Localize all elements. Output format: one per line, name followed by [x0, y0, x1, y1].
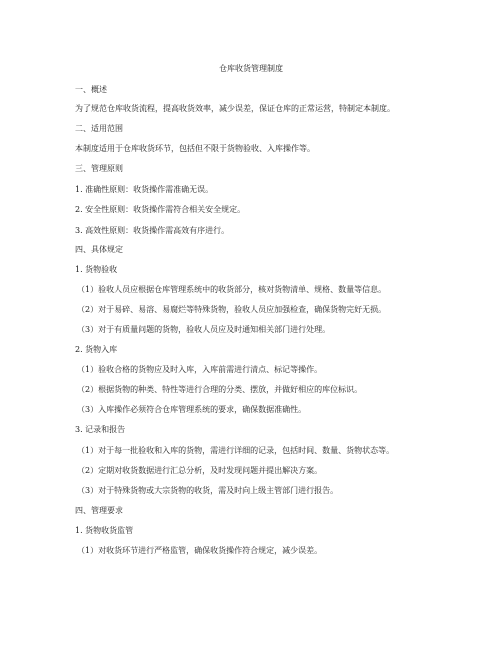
list-item: （2）根据货物的种类、特性等进行合理的分类、摆放，并做好相应的库位标识。 [77, 385, 363, 394]
subheading-storage: 2. 货物入库 [75, 345, 118, 354]
list-item: （3）对于有质量问题的货物，验收人员应及时通知相关部门进行处理。 [77, 325, 331, 334]
list-item: （1）验收合格的货物应及时入库，入库前需进行清点、标记等操作。 [77, 365, 323, 374]
section-heading-overview: 一、概述 [75, 85, 107, 94]
subheading-supervision: 1. 货物收货监管 [75, 526, 134, 535]
subheading-records: 3. 记录和报告 [75, 425, 126, 434]
list-item: （2）对于易碎、易溶、易腐烂等特殊货物，验收人员应加强检查，确保货物完好无损。 [77, 305, 387, 314]
list-item: （1）对收货环节进行严格监管，确保收货操作符合规定，减少误差。 [77, 546, 323, 555]
list-item: （1）验收人员应根据仓库管理系统中的收货部分，核对货物清单、规格、数量等信息。 [77, 285, 387, 294]
section-heading-principles: 三、管理原则 [75, 164, 123, 173]
section-heading-scope: 二、适用范围 [75, 124, 123, 133]
section-heading-rules: 四、具体规定 [75, 245, 123, 254]
principle-efficiency: 3. 高效性原则：收货操作需高效有序进行。 [75, 226, 230, 235]
principle-safety: 2. 安全性原则：收货操作需符合相关安全规定。 [75, 205, 246, 214]
subheading-inspection: 1. 货物验收 [75, 265, 118, 274]
document-title: 仓库收货管理制度 [219, 64, 283, 73]
paragraph-overview: 为了规范仓库收货流程，提高收货效率，减少误差，保证仓库的正常运营，特制定本制度。 [75, 104, 395, 113]
section-heading-requirements: 四、管理要求 [75, 506, 123, 515]
list-item: （3）入库操作必须符合仓库管理系统的要求，确保数据准确性。 [77, 405, 307, 414]
list-item: （2）定期对收货数据进行汇总分析，及时发现问题并提出解决方案。 [77, 466, 323, 475]
list-item: （3）对于特殊货物或大宗货物的收货，需及时向上级主管部门进行报告。 [77, 486, 339, 495]
principle-accuracy: 1. 准确性原则：收货操作需准确无误。 [75, 185, 214, 194]
list-item: （1）对于每一批验收和入库的货物，需进行详细的记录，包括时间、数量、货物状态等。 [77, 446, 395, 455]
paragraph-scope: 本制度适用于仓库收货环节，包括但不限于货物验收、入库操作等。 [75, 144, 315, 153]
